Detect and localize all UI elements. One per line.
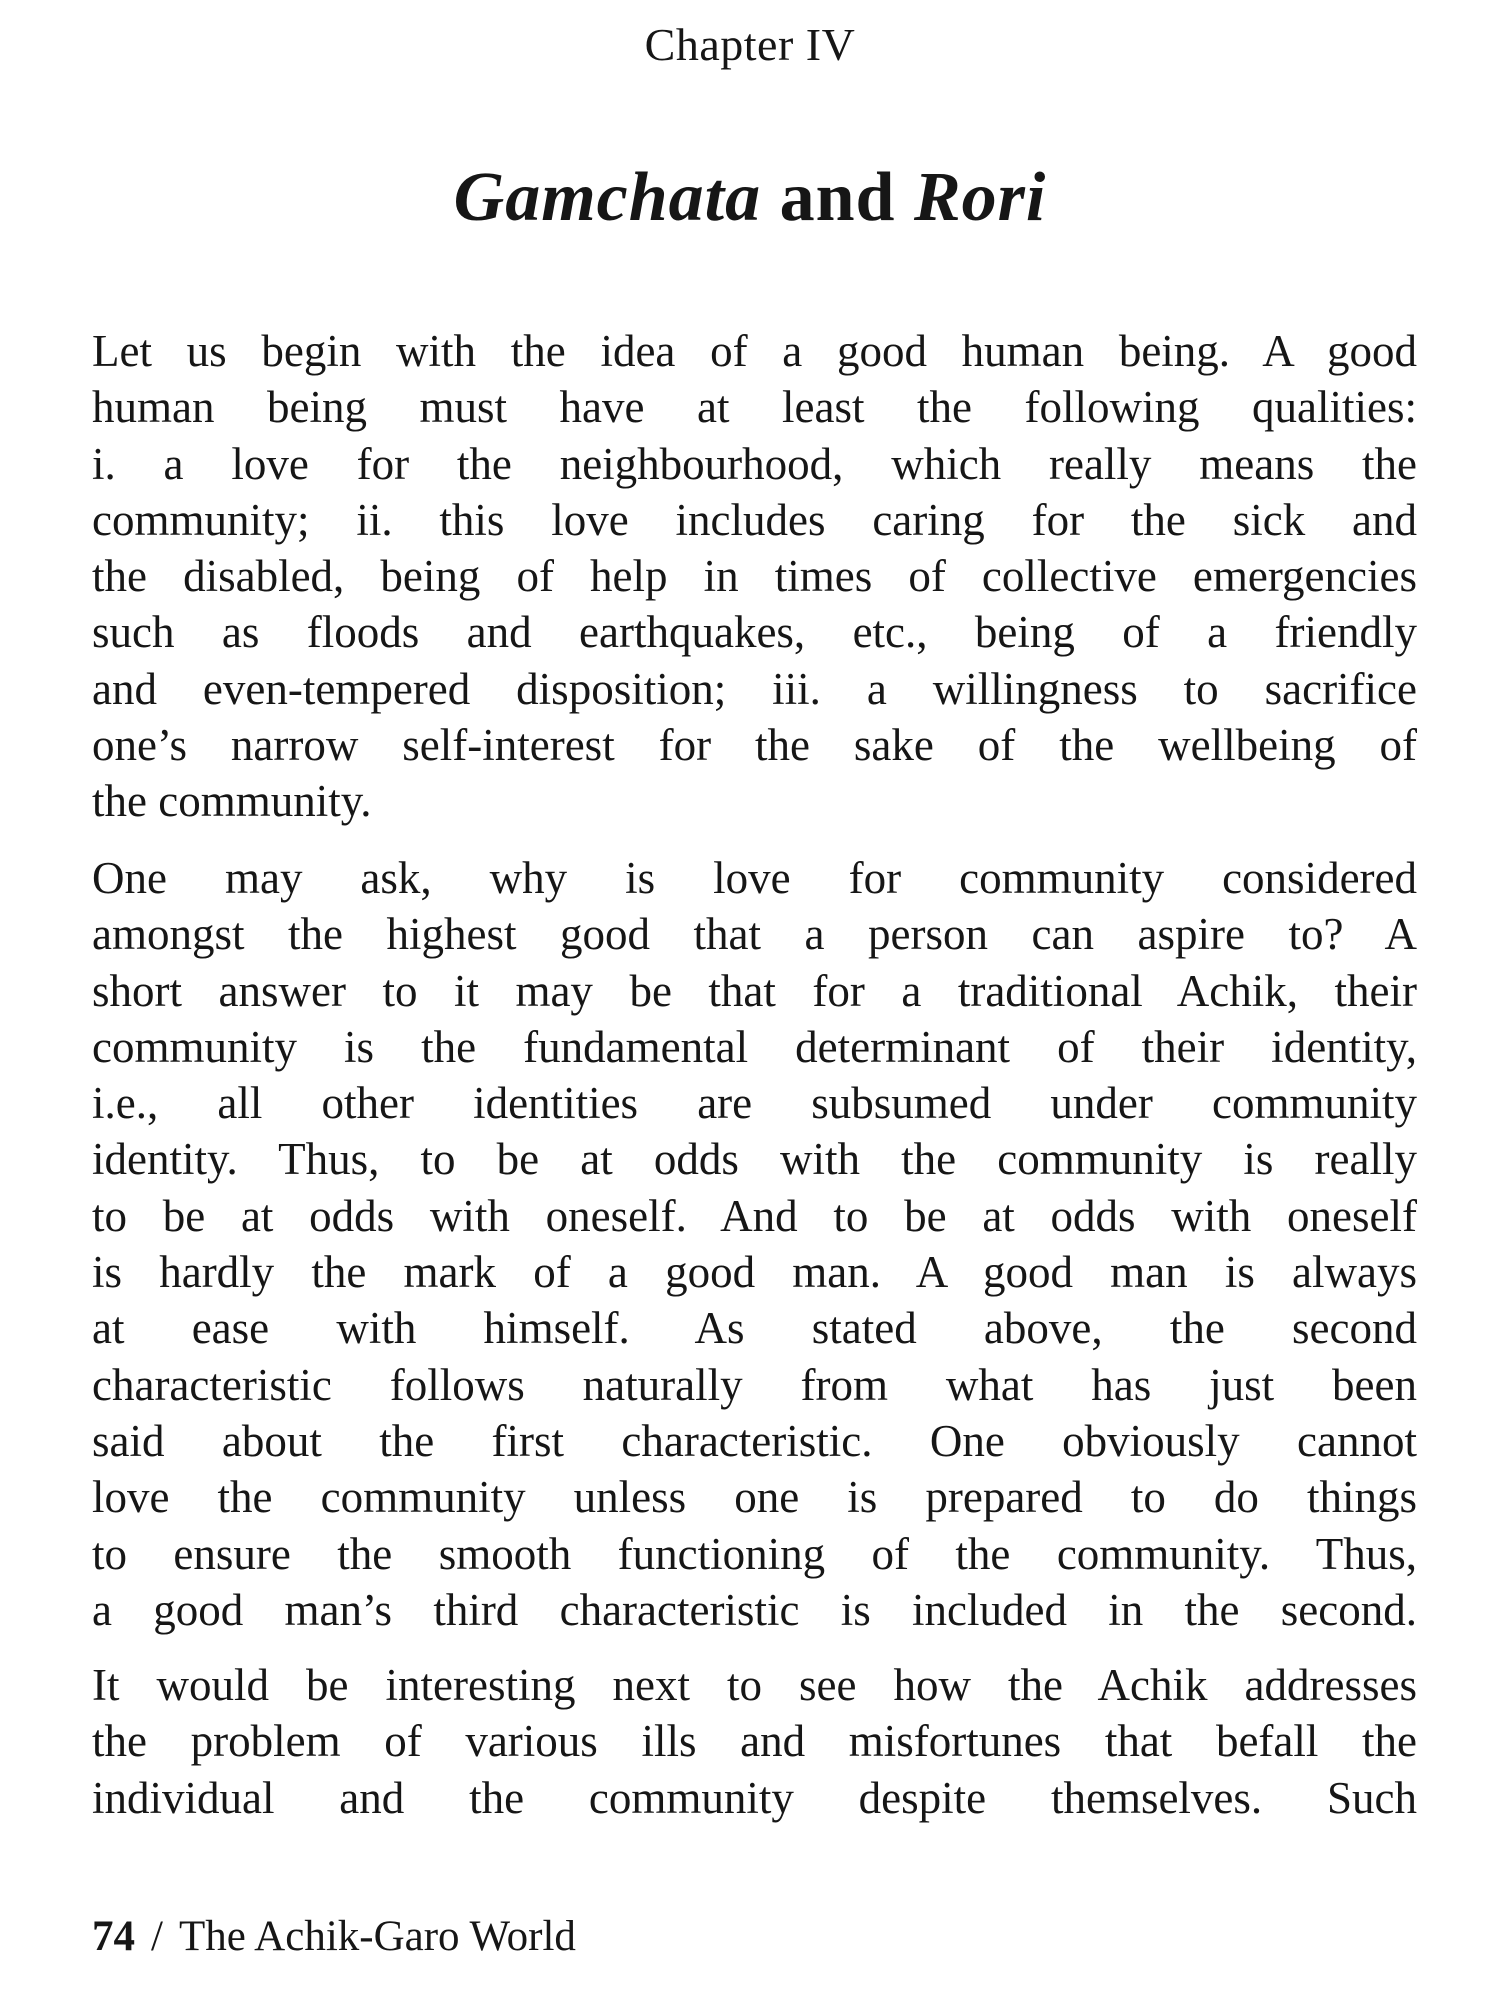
text-line: i. a love for the neighbourhood, which really means the: [92, 438, 1417, 489]
text-line: human being must have at least the following qualities:: [92, 382, 1417, 433]
footer-separator: /: [151, 1913, 163, 1960]
text-line: a good man’s third characteristic is included in the second.: [92, 1584, 1417, 1635]
page-footer: [92, 1912, 576, 1961]
chapter-title-conjunction: and: [761, 159, 914, 236]
chapter-title-term-1: Gamchata: [453, 159, 762, 236]
text-line: one’s narrow self-interest for the sake of the wellbeing of: [92, 720, 1417, 771]
text-line: the disabled, being of help in times of collective emergencies: [92, 551, 1417, 602]
text-line: to ensure the smooth functioning of the community. Thus,: [92, 1528, 1417, 1579]
text-line: such as floods and earthquakes, etc., being of a friendly: [92, 607, 1417, 658]
chapter-title-term-2: Rori: [913, 159, 1047, 236]
text-line: One may ask, why is love for community considered: [92, 853, 1417, 903]
text-line: Let us begin with the idea of a good human being. A good: [92, 326, 1417, 376]
text-line: love the community unless one is prepared to do things: [92, 1472, 1417, 1523]
chapter-label: Chapter IV: [644, 19, 856, 70]
paragraph: [92, 1657, 1417, 1826]
text-line: and even-tempered disposition; iii. a willingness to sacrifice: [92, 663, 1417, 714]
paragraph: [92, 323, 1417, 830]
page-number: 74: [92, 1913, 135, 1960]
text-line: short answer to it may be that for a traditional Achik, their: [92, 965, 1417, 1016]
text-line: individual and the community despite themselves. Such: [92, 1772, 1417, 1823]
text-line: the community.: [92, 776, 372, 827]
text-line: community; ii. this love includes caring for the sick and: [92, 494, 1417, 545]
text-line: i.e., all other identities are subsumed under community: [92, 1078, 1417, 1129]
text-line: identity. Thus, to be at odds with the community is really: [92, 1134, 1417, 1185]
book-title: The Achik-Garo World: [178, 1913, 576, 1960]
text-line: said about the first characteristic. One obviously cannot: [92, 1415, 1417, 1466]
text-line: It would be interesting next to see how the Achik addresses: [92, 1660, 1417, 1710]
text-line: amongst the highest good that a person can aspire to? A: [92, 909, 1417, 960]
paragraph: [92, 850, 1417, 1638]
text-line: characteristic follows naturally from what has just been: [92, 1359, 1417, 1410]
text-line: to be at odds with oneself. And to be at odds with oneself: [92, 1190, 1417, 1241]
text-line: community is the fundamental determinant of their identity,: [92, 1021, 1417, 1072]
text-line: the problem of various ills and misfortunes that befall the: [92, 1716, 1417, 1767]
text-line: is hardly the mark of a good man. A good man is always: [92, 1247, 1417, 1298]
text-line: at ease with himself. As stated above, the second: [92, 1303, 1417, 1354]
chapter-title: [0, 158, 1500, 238]
